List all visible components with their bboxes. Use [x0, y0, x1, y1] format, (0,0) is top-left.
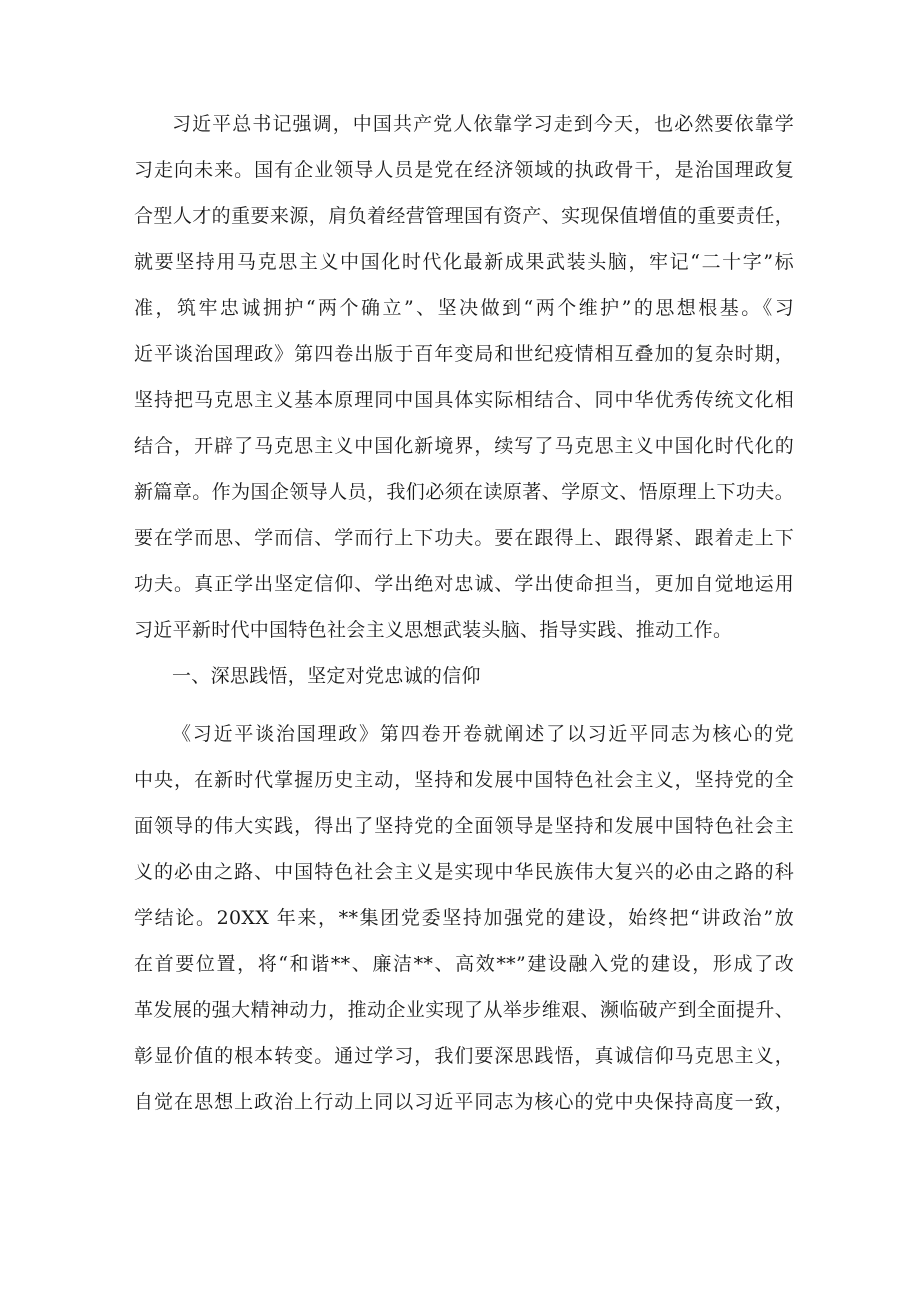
text-line: 自觉在思想上政治上行动上同以习近平同志为核心的党中央保持高度一致，	[134, 1091, 794, 1113]
text-line: 革发展的强大精神动力，推动企业实现了从举步维艰、濒临破产到全面提升、	[134, 999, 794, 1021]
text-line: 坚持把马克思主义基本原理同中国具体实际相结合、同中华优秀传统文化相	[134, 389, 794, 411]
text-line: 彰显价值的根本转变。通过学习，我们要深思践悟，真诚信仰马克思主义，	[134, 1045, 794, 1067]
section-heading: 一、深思践悟，坚定对党忠诚的信仰	[172, 665, 481, 687]
text-line: 《习近平谈治国理政》第四卷开卷就阐述了以习近平同志为核心的党	[172, 723, 794, 745]
text-line: 习近平新时代中国特色社会主义思想武装头脑、指导实践、推动工作。	[134, 619, 733, 641]
text-line: 结合，开辟了马克思主义中国化新境界，续写了马克思主义中国化时代化的	[134, 435, 794, 457]
text-line: 习近平总书记强调，中国共产党人依靠学习走到今天，也必然要依靠学	[172, 113, 794, 135]
text-line: 要在学而思、学而信、学而行上下功夫。要在跟得上、跟得紧、跟着走上下	[134, 527, 794, 549]
text-line: 面领导的伟大实践，得出了坚持党的全面领导是坚持和发展中国特色社会主	[134, 815, 794, 837]
text-line: 习走向未来。国有企业领导人员是党在经济领域的执政骨干，是治国理政复	[134, 159, 794, 181]
text-line: 合型人才的重要来源，肩负着经营管理国有资产、实现保值增值的重要责任，	[134, 205, 794, 227]
text-line: 新篇章。作为国企领导人员，我们必须在读原著、学原文、悟原理上下功夫。	[134, 481, 794, 503]
text-line: 中央，在新时代掌握历史主动，坚持和发展中国特色社会主义，坚持党的全	[134, 769, 794, 791]
text-line: 准，筑牢忠诚拥护“两个确立”、坚决做到“两个维护”的思想根基。《习	[134, 297, 794, 319]
text-line: 学结论。20XX 年来，**集团党委坚持加强党的建设，始终把“讲政治”放	[134, 907, 794, 929]
text-line: 义的必由之路、中国特色社会主义是实现中华民族伟大复兴的必由之路的科	[134, 861, 794, 883]
text-line: 在首要位置，将“和谐**、廉洁**、高效**”建设融入党的建设，形成了改	[134, 953, 794, 975]
text-line: 功夫。真正学出坚定信仰、学出绝对忠诚、学出使命担当，更加自觉地运用	[134, 573, 794, 595]
text-line: 近平谈治国理政》第四卷出版于百年变局和世纪疫情相互叠加的复杂时期，	[134, 343, 794, 365]
text-line: 就要坚持用马克思主义中国化时代化最新成果武装头脑，牢记“二十字”标	[134, 251, 794, 273]
